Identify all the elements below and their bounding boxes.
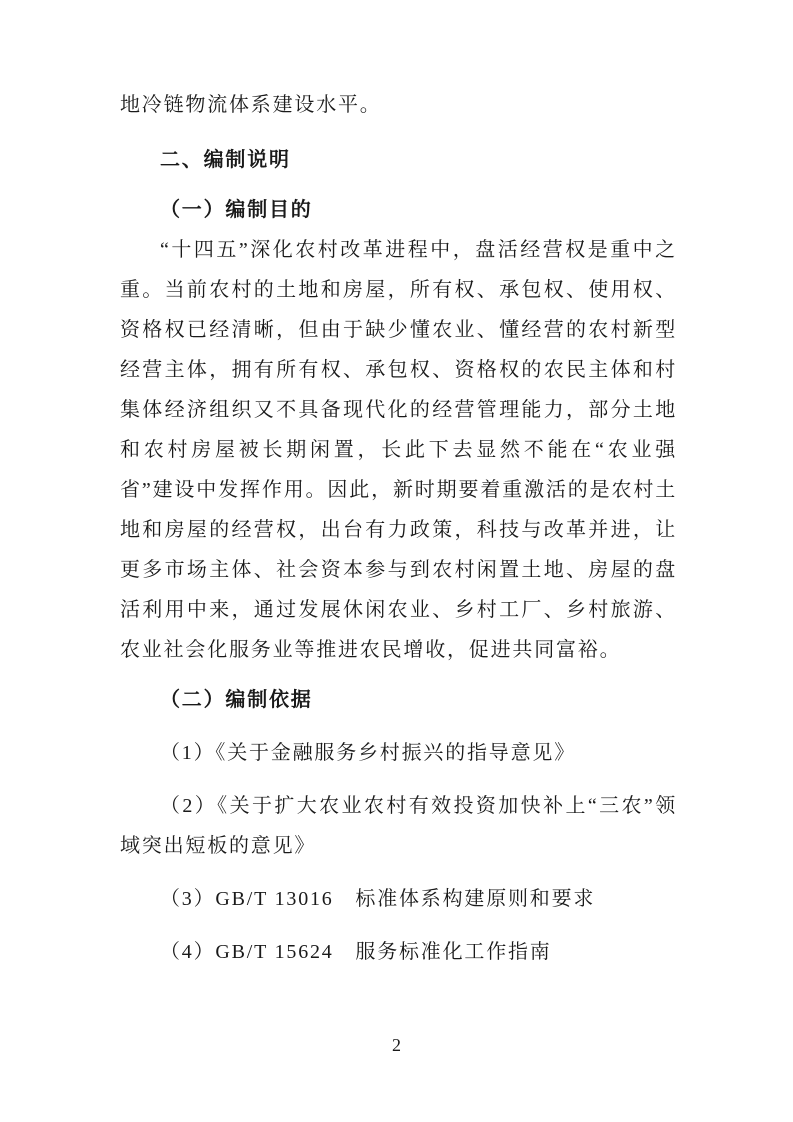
section-heading: 二、编制说明 [160, 149, 291, 171]
reference-item-3: （3）GB/T 13016 标准体系构建原则和要求 [160, 888, 596, 910]
body-paragraph-purpose: “十四五”深化农村改革进程中，盘活经营权是重中之重。当前农村的土地和房屋，所有权、承包权、使用权、资格权已经清晰，但由于缺少懂农业、懂经营的农村新型经营主体，拥有所有权、承包权、资格权的农民主体和村集体经济组织又不具备现代化的经营管理能力，部分土地和农村房屋被长期闲置，长此下去显然不能在“农业强省”建设中发挥作用。因此，新时期要着重激活的是农村土地和房屋的经营权，出台有力政策，科技与改革并进，让更多市场主体、社会资本参与到农村闲置土地、房屋的盘活利用中来，通过发展休闲农业、乡村工厂、乡村旅游、农业社会化服务业等推进农民增收，促进共同富裕。 [120, 239, 677, 661]
reference-item-4: （4）GB/T 15624 服务标准化工作指南 [160, 941, 552, 963]
subsection-heading-basis: （二）编制依据 [160, 689, 313, 711]
reference-item-2: （2）《关于扩大农业农村有效投资加快补上“三农”领域突出短板的意见》 [120, 795, 677, 857]
page-content [120, 85, 677, 972]
page-number: 2 [392, 1035, 401, 1055]
paragraph-continuation: 地冷链物流体系建设水平。 [120, 94, 382, 116]
reference-item-1: （1）《关于金融服务乡村振兴的指导意见》 [160, 742, 576, 764]
subsection-heading-purpose: （一）编制目的 [160, 199, 313, 221]
